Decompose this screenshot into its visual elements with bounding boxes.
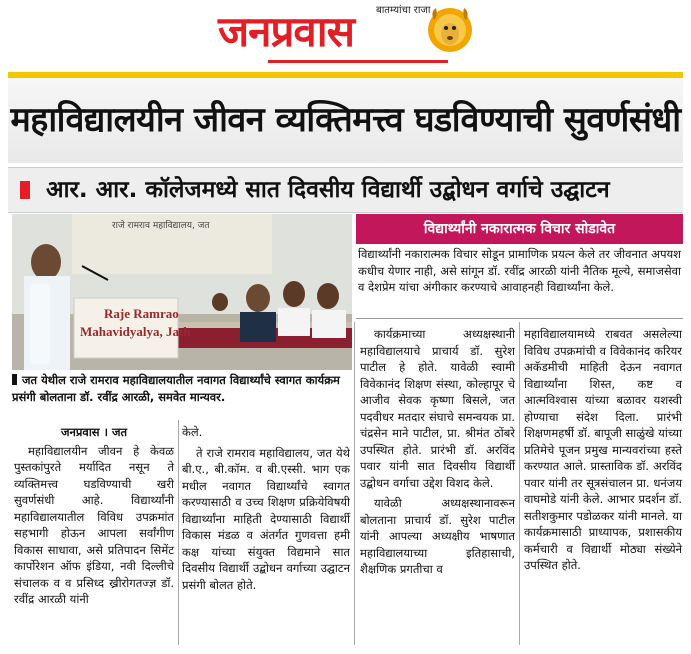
highlight-box-text: विद्यार्थ्यांनी नकारात्मक विचार सोडून प्रामाणिक प्रयत्न केले तर जीवनात अपयश कधीच येणार नाही, असे सांगून डॉ. रवींद्र आरळी यांनी नैतिक मूल्ये, समाजसेवा व देशप्रेम यांचा अंगीकार करण्याचे आवाहनही विद्यार्थ्यांना केले. [358, 247, 681, 294]
section-divider [356, 318, 683, 319]
photo-caption [12, 372, 350, 408]
article-subheadline: आर. आर. कॉलेजमध्ये सात दिवसीय विद्यार्थी उद्बोधन वर्गाचे उद्घाटन [46, 177, 610, 203]
photo-caption-text: जत येथील राजे रामराव महाविद्यालयातील नवागत विद्यार्थ्यांचे स्वागत कार्यक्रम प्रसंगी बोलताना डॉ. रवींद्र आरळी, समवेत मान्यवर. [12, 373, 340, 404]
column-3-paragraph-2: यावेळी अध्यक्षस्थानावरून बोलताना प्राचार्य डॉ. सुरेश पाटील यांनी आपल्या अध्यक्षीय भाषणात महाविद्यालयाच्या इतिहासाची, शैक्षणिक प्रगतीचा व [360, 496, 515, 576]
masthead-tagline: बातम्यांचा राजा [376, 5, 431, 16]
column-2-paragraph-2: ते राजे रामराव महाविद्यालय, जत येथे बी.ए., बी.कॉम. व बी.एस्सी. भाग एक मधील नवागत विद्यार्थ्यांचे स्वागत करण्यासाठी व उच्च शिक्षण प्रक्रियेविषयी विद्यार्थ्यांना माहिती देण्यासाठी विद्यार्थी विकास मंडळ व अंतर्गत गुणवत्ता हमी कक्ष यांच्या संयुक्त विद्यमाने सात दिवसीय विद्यार्थी उद्बोधन वर्गाच्या उद्घाटन प्रसंगी बोलत होते. [182, 445, 350, 592]
masthead [0, 0, 691, 70]
photo-backdrop-text: राजे रामराव महाविद्यालय, जत [112, 221, 210, 231]
logo-underline [268, 60, 448, 63]
newspaper-logo: जनप्रवास [218, 7, 354, 56]
event-photo-illustration [12, 214, 352, 370]
headline-box [8, 78, 683, 163]
article-column-2 [182, 424, 350, 593]
photo-banner-line2: Mahavidyalya, Jath [80, 324, 191, 339]
subheadline-box [8, 167, 683, 213]
article-column-4 [524, 326, 682, 574]
column-rule [519, 322, 520, 645]
photo-banner-line1: Raje Ramrao [104, 306, 179, 321]
column-rule [178, 420, 179, 645]
highlight-box-header [356, 214, 683, 244]
column-1-paragraph: महाविद्यालयीन जीवन हे केवळ पुस्तकांपुरते मर्यादित नसून ते व्यक्तिमत्त्व घडविण्याची खरी सुवर्णसंधी आहे. विद्यार्थ्यांनी महाविद्यालयातील विविध उपक्रमांत सहभागी होऊन आपला सर्वांगीण विकास साधावा, असे प्रतिपादन सिमेंट कार्पोरेशन ऑफ इंडिया, नवी दिल्लीचे संचालक व व प्रसिध्द ख्रीरोगतज्ज्ञ डॉ. रवींद्र आरळी यांनी [14, 443, 174, 606]
column-3-paragraph-1: कार्यक्रमाच्या अध्यक्षस्थानी महाविद्यालयाचे प्राचार्य डॉ. सुरेश पाटील हे होते. यावेळी स्वामी विवेकानंद शिक्षण संस्था, कोल्हापूर चे आजीव सेवक कृष्णा बिसले, जत पदवीधर मतदार संघाचे समन्वयक प्रा. चंद्रसेन माने पाटील, प्रा. श्रीमंत ठोंबरे उपस्थित होते. प्रारंभी डॉ. अरविंद पवार यांनी सात दिवसीय विद्यार्थी उद्बोधन वर्गाचा उद्देश विशद केले. [360, 327, 515, 490]
lion-logo-icon [426, 2, 474, 56]
subheadline-marker [20, 181, 30, 199]
article-column-3 [360, 326, 515, 578]
caption-marker [12, 374, 17, 385]
event-photo [12, 214, 352, 370]
highlight-box-title: विद्यार्थ्यांनी नकारात्मक विचार सोडावेत [423, 221, 616, 237]
article-headline: महाविद्यालयीन जीवन व्यक्तिमत्त्व घडविण्याची सुवर्णसंधी [10, 100, 681, 140]
column-rule [354, 322, 355, 645]
article-column-1 [14, 424, 174, 608]
dateline: जनप्रवास । जत [60, 425, 128, 439]
column-4-paragraph: महाविद्यालयामध्ये राबवत असलेल्या विविध उपक्रमांची व विवेकानंद करियर अकॅडमीची माहिती देऊन नवागत विद्यार्थ्यांना शिस्त, कष्ट व आत्मविश्वास यांच्या बळावर यशस्वी होण्याचा संदेश दिला. प्रारंभी शिक्षणमहर्षी डॉ. बापूजी साळुंखे यांच्या प्रतिमेचे पूजन प्रमुख मान्यवरांच्या हस्ते करण्यात आले. प्रास्ताविक डॉ. अरविंद पवार यांनी तर सूत्रसंचालन प्रा. धनंजय वाघमोडे यांनी केले. आभार प्रदर्शन डॉ. सतीशकुमार पडोळकर यांनी मानले. या कार्यक्रमासाठी प्राध्यापक, प्रशासकीय कर्मचारी व विद्यार्थी मोठ्या संख्येने उपस्थित होते. [524, 327, 682, 572]
column-2-paragraph-1: केले. [182, 425, 203, 439]
